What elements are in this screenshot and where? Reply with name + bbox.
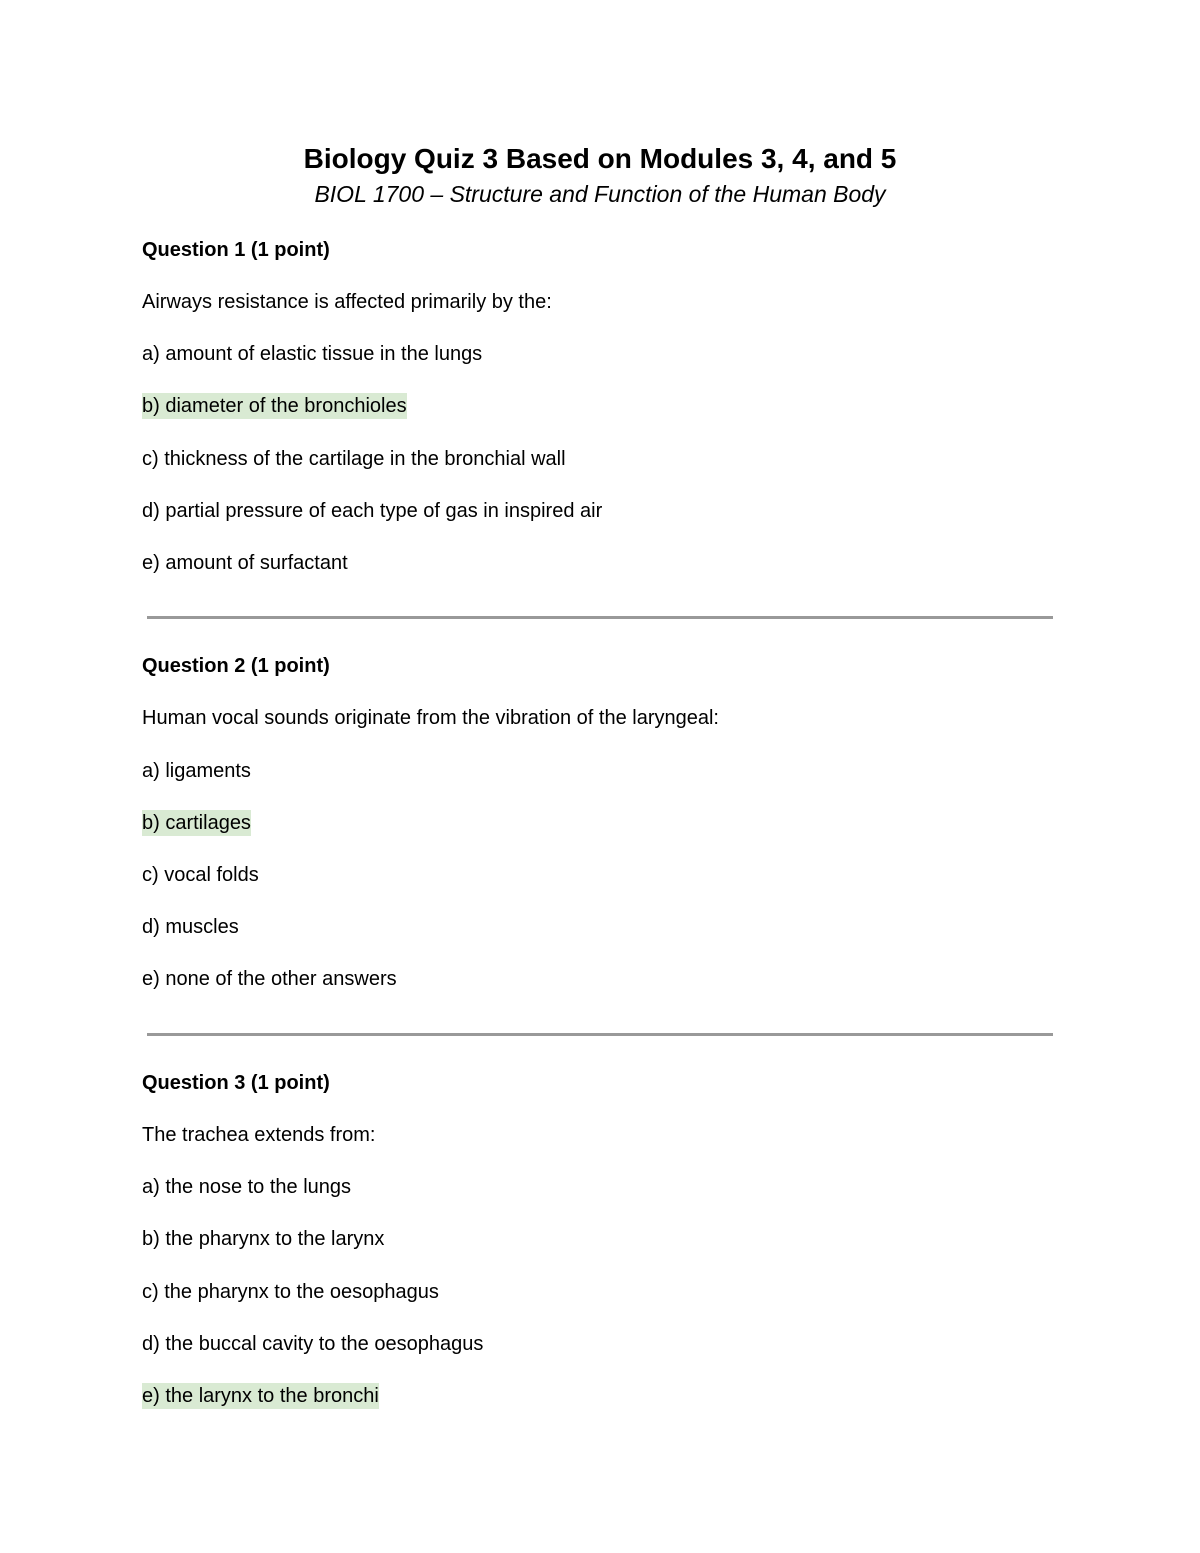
document-subtitle: BIOL 1700 – Structure and Function of the Human Body bbox=[314, 181, 886, 207]
question-2-option-a: a) ligaments bbox=[142, 760, 251, 782]
question-1-option-c: c) thickness of the cartilage in the bronchial wall bbox=[142, 448, 566, 470]
question-2-option-d: d) muscles bbox=[142, 916, 239, 938]
question-1-option-b-highlighted: b) diameter of the bronchioles bbox=[142, 395, 407, 417]
section-divider-1 bbox=[147, 616, 1053, 619]
question-3-option-d: d) the buccal cavity to the oesophagus bbox=[142, 1333, 484, 1355]
question-1-option-e: e) amount of surfactant bbox=[142, 552, 348, 574]
question-3-option-b: b) the pharynx to the larynx bbox=[142, 1228, 385, 1250]
question-1-heading: Question 1 (1 point) bbox=[142, 239, 330, 261]
question-1-option-d: d) partial pressure of each type of gas in inspired air bbox=[142, 500, 603, 522]
question-2-option-b-highlighted: b) cartilages bbox=[142, 812, 251, 834]
question-2-heading: Question 2 (1 point) bbox=[142, 655, 330, 677]
question-3-option-a: a) the nose to the lungs bbox=[142, 1176, 352, 1198]
question-2-option-c: c) vocal folds bbox=[142, 864, 259, 886]
question-1-prompt: Airways resistance is affected primarily by the: bbox=[142, 291, 552, 313]
question-3-option-c: c) the pharynx to the oesophagus bbox=[142, 1281, 439, 1303]
question-3-option-e-highlighted: e) the larynx to the bronchi bbox=[142, 1385, 379, 1407]
question-3-prompt: The trachea extends from: bbox=[142, 1124, 376, 1146]
question-2-prompt: Human vocal sounds originate from the vibration of the laryngeal: bbox=[142, 707, 719, 729]
question-3-heading: Question 3 (1 point) bbox=[142, 1072, 330, 1094]
document-title: Biology Quiz 3 Based on Modules 3, 4, and 5 bbox=[303, 143, 897, 174]
question-2-option-e: e) none of the other answers bbox=[142, 968, 397, 990]
section-divider-2 bbox=[147, 1033, 1053, 1036]
question-1-option-a: a) amount of elastic tissue in the lungs bbox=[142, 343, 483, 365]
